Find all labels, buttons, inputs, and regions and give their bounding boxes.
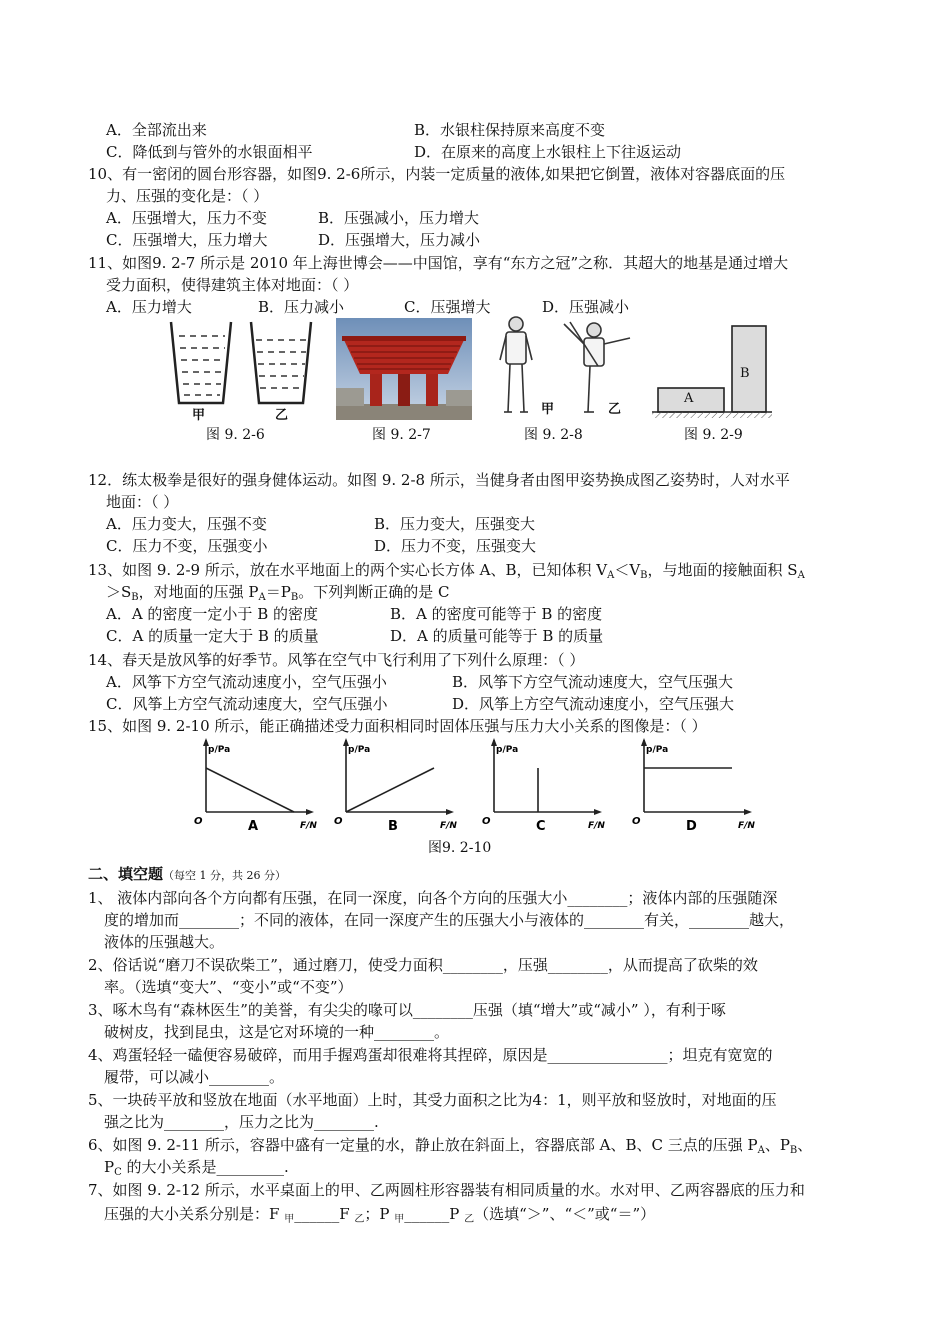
q11-option-b: B．压力减小 — [258, 298, 345, 316]
x-axis-label: F/N — [588, 821, 605, 831]
figure-9-2-10-graphs — [190, 736, 770, 836]
person-jia — [500, 317, 532, 412]
graph-label: D — [686, 819, 697, 834]
q11-stem-line2: 受力面积，使得建筑主体对地面：（ ） — [106, 276, 359, 294]
fill-q7-line1: 7、如图 9. 2-12 所示，水平桌面上的甲、乙两圆柱形容器装有相同质量的水。水对甲、乙两容器底的压力和 — [88, 1181, 805, 1199]
q10-option-c: C．压强增大，压力增大 — [106, 231, 268, 249]
x-axis-label: F/N — [300, 821, 317, 831]
origin-label: O — [194, 816, 203, 827]
q12-stem-line1: 12．练太极拳是很好的强身健体运动。如图 9. 2-8 所示，当健身者由图甲姿势换成图乙姿势时，人对水平 — [88, 471, 790, 489]
fill-q1-line1: 1、 液体内部向各个方向都有压强，在同一深度，向各个方向的压强大小________；液体内部的压强随深 — [88, 889, 778, 907]
q13-option-d: D．A 的质量可能等于 B 的质量 — [390, 627, 604, 645]
fill-q3-line2: 破树皮，找到昆虫，这是它对环境的一种________。 — [104, 1023, 450, 1041]
figure-9-2-6-containers — [165, 318, 315, 423]
fill-q2-line2: 率。（选填“变大”、“变小”或“不变”） — [104, 978, 353, 996]
fig928-label-jia: 甲 — [541, 402, 555, 417]
q12-option-c: C．压力不变，压强变小 — [106, 537, 268, 555]
fill-q5-line1: 5、一块砖平放和竖放在地面（水平地面）上时，其受力面积之比为4：1，则平放和竖放时，对地面的压 — [88, 1091, 777, 1109]
x-axis-label: F/N — [440, 821, 457, 831]
graph-A — [194, 738, 317, 834]
fig927-caption: 图 9. 2-7 — [372, 427, 431, 443]
q11-option-a: A．压力增大 — [106, 298, 192, 316]
fig928-caption: 图 9. 2-8 — [524, 427, 583, 443]
fill-q2-line1: 2、俗话说“磨刀不误砍柴工”，通过磨刀，使受力面积________，压强________，从而提高了砍柴的效 — [88, 956, 758, 974]
q14-option-c: C．风筝上方空气流动速度大，空气压强小 — [106, 695, 388, 713]
graph-label: A — [248, 819, 259, 834]
q14-option-d: D．风筝上方空气流动速度小，空气压强大 — [452, 695, 735, 713]
y-axis-label: p/Pa — [496, 745, 519, 755]
fill-q3-line1: 3、啄木鸟有“森林医生”的美誉，有尖尖的喙可以________压强（填“增大”或“减小” ），有利于啄 — [88, 1001, 726, 1019]
fig929-caption: 图 9. 2-9 — [684, 427, 743, 443]
q10-stem-line2: 力、压强的变化是：（ ） — [106, 187, 269, 205]
x-axis-arrow — [306, 809, 314, 815]
graph-label: B — [388, 819, 398, 834]
q14-option-b: B．风筝下方空气流动速度大，空气压强大 — [452, 673, 734, 691]
q11-option-d: D．压强减小 — [542, 298, 630, 316]
q13-option-b: B．A 的密度可能等于 B 的密度 — [390, 605, 603, 623]
q13-option-a: A．A 的密度一定小于 B 的密度 — [106, 605, 318, 623]
fig929-label-b: B — [740, 366, 750, 381]
fill-q4-line2: 履带，可以减小________。 — [104, 1068, 285, 1086]
fill-q6-line1: 6、如图 9. 2-11 所示，容器中盛有一定量的水，静止放在斜面上，容器底部 A、B、C 三点的压强 $P_A$、$P_B$、 — [88, 1136, 813, 1156]
q13-option-c: C．A 的质量一定大于 B 的质量 — [106, 627, 319, 645]
q11-option-c: C．压强增大 — [404, 298, 491, 316]
container-yi — [251, 322, 311, 403]
series-line — [346, 768, 434, 812]
graph-label: C — [536, 819, 546, 834]
section2-heading: 二、填空题（每空 1 分，共 26 分） — [88, 865, 286, 883]
fig929-label-a: A — [684, 391, 694, 406]
graph-B — [334, 738, 457, 834]
fill-q4-line1: 4、鸡蛋轻轻一磕便容易破碎，而用手握鸡蛋却很难将其捏碎，原因是________________；坦克有宽宽的 — [88, 1046, 773, 1064]
x-axis-arrow — [744, 809, 752, 815]
q9-option-c: C．降低到与管外的水银面相平 — [106, 143, 313, 161]
fill-q5-line2: 强之比为________，压力之比为________. — [104, 1113, 379, 1131]
q12-option-b: B．压力变大，压强变大 — [374, 515, 536, 533]
q10-option-a: A．压强增大，压力不变 — [106, 209, 267, 227]
fill-q1-line3: 液体的压强越大。 — [104, 933, 225, 951]
q12-option-d: D．压力不变，压强变大 — [374, 537, 537, 555]
fill-q6-line2: $P_C$ 的大小关系是_________. — [104, 1158, 289, 1178]
q9-option-d: D．在原来的高度上水银柱上下往返运动 — [414, 143, 682, 161]
q10-option-d: D．压强增大，压力减小 — [318, 231, 481, 249]
y-axis-label: p/Pa — [208, 745, 231, 755]
q12-stem-line2: 地面：（ ） — [106, 493, 179, 511]
x-axis-label: F/N — [738, 821, 755, 831]
q11-stem-line1: 11、如图9. 2-7 所示是 2010 年上海世博会——中国馆，享有“东方之冠”之称．其超大的地基是通过增大 — [88, 254, 789, 272]
q15-stem: 15、如图 9. 2-10 所示，能正确描述受力面积相同时固体压强与压力大小关系的图像是：（ ） — [88, 717, 707, 735]
graph-C — [482, 738, 605, 834]
q12-option-a: A．压力变大，压强不变 — [106, 515, 267, 533]
q13-stem-line1: 13、如图 9. 2-9 所示，放在水平地面上的两个实心长方体 A、B，已知体积 $V_A<V_B$，与地面的接触面积 $S_A$ — [88, 561, 805, 581]
graph-D — [632, 738, 755, 834]
origin-label: O — [632, 816, 641, 827]
x-axis-arrow — [446, 809, 454, 815]
x-axis-arrow — [594, 809, 602, 815]
fig926-caption: 图 9. 2-6 — [206, 427, 265, 443]
fill-q7-line2: 压强的大小关系分别是：F $_甲$______F $_乙$；P $_甲$______P $_乙$（选填“＞”、“＜”或“＝”） — [104, 1205, 656, 1225]
q13-stem-line2: $>S_B$，对地面的压强 $P_A=P_B$。下列判断正确的是 C — [106, 583, 450, 603]
container-jia — [171, 322, 231, 403]
q9-option-b: B．水银柱保持原来高度不变 — [414, 121, 606, 139]
y-axis-label: p/Pa — [348, 745, 371, 755]
figure-9-2-9-blocks — [652, 322, 772, 420]
figure-9-2-8-tai-chi — [494, 314, 644, 422]
q14-stem: 14、春天是放风筝的好季节。风筝在空气中飞行利用了下列什么原理：（ ） — [88, 651, 585, 669]
series-line — [206, 768, 294, 812]
q10-option-b: B．压强减小，压力增大 — [318, 209, 480, 227]
figure-9-2-7-china-pavilion — [336, 318, 472, 420]
fill-q1-line2: 度的增加而________；不同的液体，在同一深度产生的压强大小与液体的________有关，________越大， — [104, 911, 795, 929]
q14-option-a: A．风筝下方空气流动速度小，空气压强小 — [106, 673, 387, 691]
q10-stem-line1: 10、有一密闭的圆台形容器，如图9. 2-6所示，内装一定质量的液体,如果把它倒置，液体对容器底面的压 — [88, 165, 786, 183]
fig9210-caption: 图9. 2-10 — [428, 840, 492, 856]
origin-label: O — [334, 816, 343, 827]
origin-label: O — [482, 816, 491, 827]
y-axis-label: p/Pa — [646, 745, 669, 755]
q9-option-a: A．全部流出来 — [106, 121, 207, 139]
fig926-label-yi: 乙 — [275, 408, 289, 423]
fig926-label-jia: 甲 — [192, 408, 206, 423]
fig928-label-yi: 乙 — [608, 402, 622, 417]
